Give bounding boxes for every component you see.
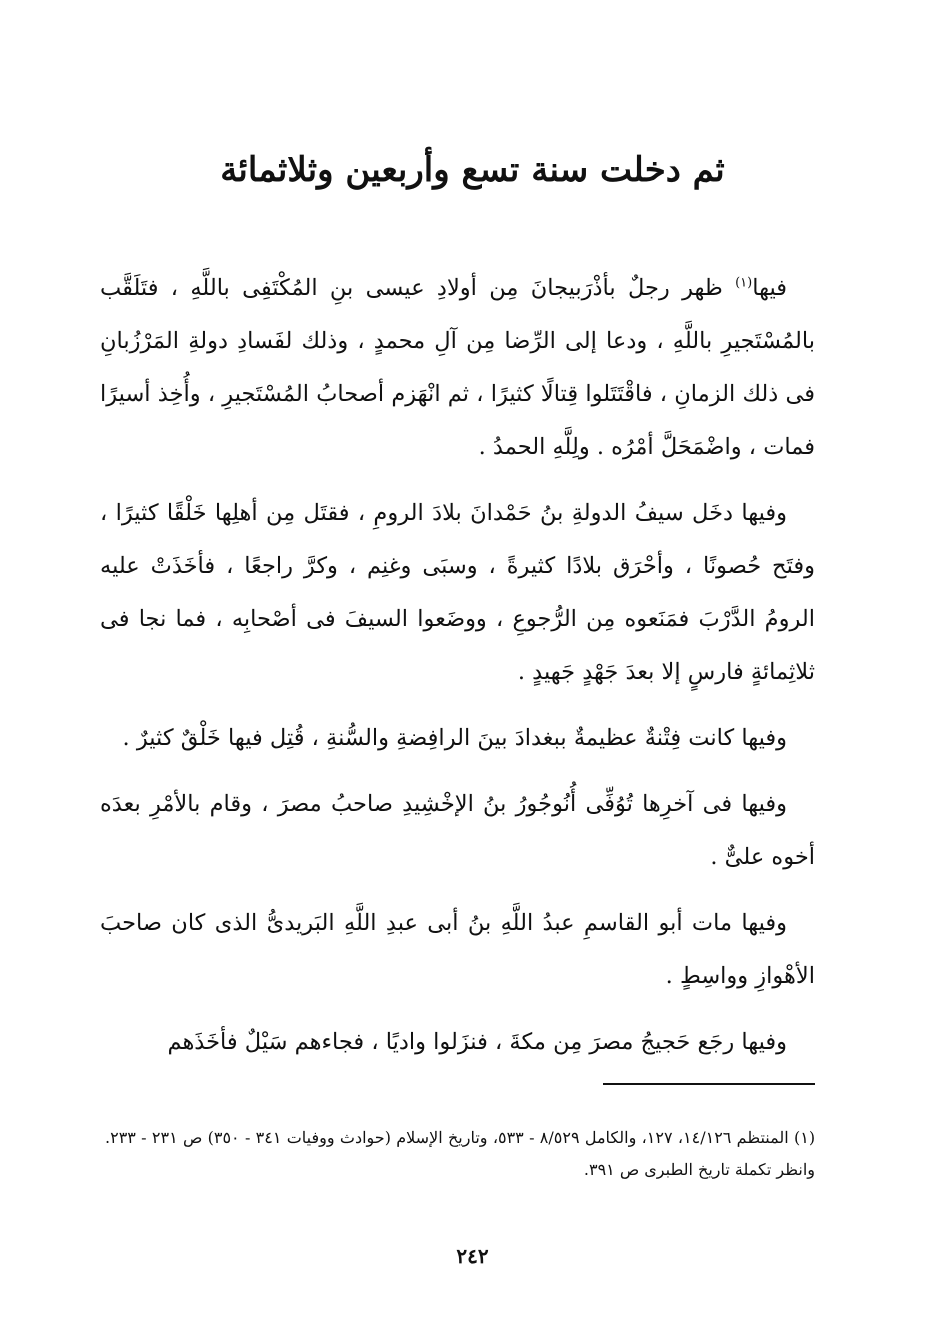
paragraph-text: وفيها كانت فِتْنةٌ عظيمةٌ ببغدادَ بينَ الرافِضةِ والسُّنةِ ، قُتِل فيها خَلْقٌ كثيرٌ .	[122, 725, 787, 751]
paragraph-5	[100, 897, 815, 1003]
paragraph-2	[100, 487, 815, 699]
paragraph-1	[100, 262, 815, 474]
paragraph-4	[100, 778, 815, 884]
chapter-heading: ثم دخلت سنة تسع وأربعين وثلاثمائة	[220, 150, 725, 190]
paragraph-text: وفيها مات أبو القاسمِ عبدُ اللَّهِ بنُ أبى عبدِ اللَّهِ البَريدىُّ الذى كان صاحبَ الأهْوازِ وواسِطٍ .	[100, 910, 815, 989]
page-body	[100, 262, 815, 1082]
paragraph-text: وفيها دخَل سيفُ الدولةِ بنُ حَمْدانَ بلادَ الرومِ ، فقتَل مِن أهلِها خَلْقًا كثيرًا ، وفتَح حُصونًا ، وأحْرَق بلادًا كثيرةً ، وسبَى وغنِم ، وكرَّ راجعًا ، فأخَذَتْ عليه الرومُ الدَّرْبَ فمَنَعوه مِن الرُّجوعِ ، ووضَعوا السيفَ فى أصْحابِه ، فما نجا فى ثلاثِمائةٍ فارسٍ إلا بعدَ جَهْدٍ جَهيدٍ .	[100, 500, 815, 685]
paragraph-lead: فيها	[752, 275, 787, 301]
paragraph-text: ظهر رجلٌ بأذْرَبيجانَ مِن أولادِ عيسى بنِ المُكْتَفِى باللَّهِ ، فتَلَقَّب بالمُسْتَجيرِ باللَّهِ ، ودعا إلى الرِّضا مِن آلِ محمدٍ ، وذلك لفَسادِ دولةِ المَرْزُبانِ فى ذلك الزمانِ ، فاقْتَتَلوا قِتالًا كثيرًا ، ثم انْهَزم أصحابُ المُسْتَجيرِ ، وأُخِذ أسيرًا فمات ، واضْمَحَلَّ أمْرُه . ولِلَّهِ الحمدُ .	[100, 275, 815, 460]
paragraph-text: وفيها رجَع حَجيجُ مصرَ مِن مكةَ ، فنزَلوا واديًا ، فجاءهم سَيْلٌ فأخَذَهم	[167, 1029, 787, 1055]
page-number: ٢٤٢	[456, 1244, 489, 1268]
footnote-reference: (١)	[735, 275, 753, 291]
paragraph-6	[100, 1016, 815, 1069]
paragraph-text: وفيها فى آخرِها تُوُفِّى أُنُوجُورُ بنُ الإخْشِيدِ صاحبُ مصرَ ، وقام بالأمْرِ بعدَه أخوه علىٌّ .	[100, 791, 815, 870]
footnote-divider	[603, 1083, 815, 1085]
paragraph-3	[100, 712, 815, 765]
footnote: (١) المنتظم ١٤/١٢٦، ١٢٧، والكامل ٨/٥٢٩ - ٥٣٣، وتاريخ الإسلام (حوادث ووفيات ٣٤١ - ٣٥٠) ص ٢٣١ - ٢٣٣. وانظر تكملة تاريخ الطبرى ص ٣٩١.	[105, 1128, 816, 1179]
